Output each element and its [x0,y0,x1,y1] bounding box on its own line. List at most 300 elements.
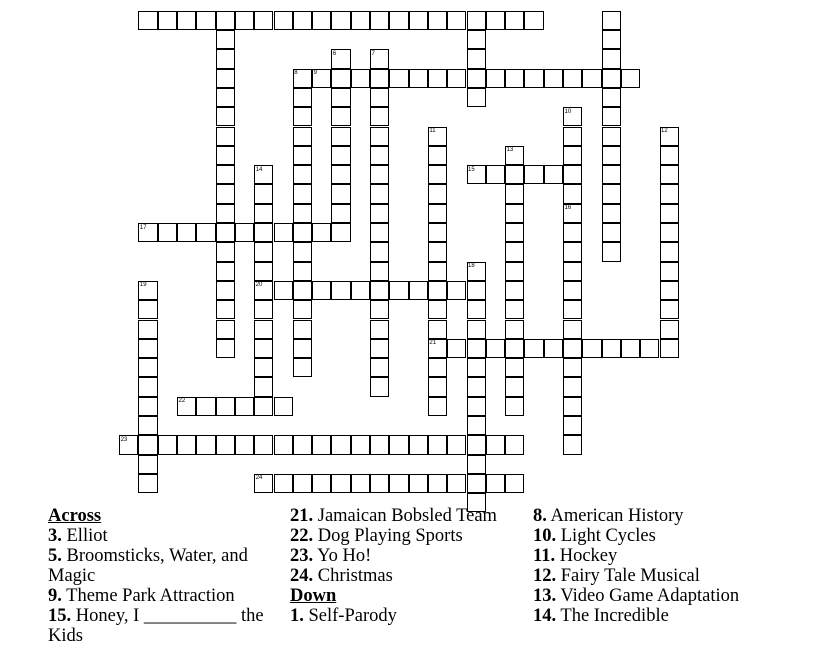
grid-cell[interactable] [312,223,331,242]
grid-cell[interactable] [544,165,563,184]
grid-cell[interactable] [563,262,582,281]
grid-cell[interactable] [505,281,524,300]
grid-cell[interactable] [544,69,563,88]
grid-cell[interactable] [293,339,312,358]
grid-cell[interactable] [409,11,428,30]
grid-cell[interactable] [563,358,582,377]
grid-cell[interactable] [563,416,582,435]
grid-cell[interactable] [216,30,235,49]
grid-cell[interactable] [563,339,582,358]
grid-cell[interactable] [428,377,447,396]
grid-cell[interactable] [331,107,350,126]
grid-cell[interactable] [274,281,293,300]
grid-cell[interactable] [467,397,486,416]
clue-number: 5. [48,546,62,566]
grid-cell[interactable] [351,69,370,88]
grid-cell[interactable] [505,69,524,88]
grid-cell[interactable] [428,165,447,184]
grid-cell[interactable] [602,223,621,242]
grid-cell[interactable] [409,435,428,454]
grid-cell[interactable] [138,358,157,377]
grid-cell[interactable] [389,474,408,493]
grid-cell[interactable] [331,88,350,107]
grid-cell[interactable] [505,223,524,242]
grid-cell[interactable] [505,339,524,358]
grid-cell[interactable] [177,435,196,454]
grid-cell[interactable] [428,435,447,454]
clue-text: American History [550,506,684,526]
grid-cell[interactable] [274,474,293,493]
clue-text: Fairy Tale Musical [560,566,700,586]
grid-cell[interactable] [216,69,235,88]
grid-cell[interactable] [216,184,235,203]
clue-text: Jamaican Bobsled Team [317,506,497,526]
grid-cell[interactable] [293,358,312,377]
grid-cell[interactable] [505,184,524,203]
clue-number: 13. [533,586,557,606]
grid-cell[interactable] [505,358,524,377]
grid-cell[interactable] [177,11,196,30]
grid-cell[interactable] [138,474,157,493]
grid-cell[interactable] [428,474,447,493]
grid-cell[interactable] [660,165,679,184]
grid-cell[interactable] [331,11,350,30]
grid-cell[interactable] [370,88,389,107]
clue-number: 11. [533,546,556,566]
grid-cell[interactable] [331,223,350,242]
grid-cell[interactable] [467,320,486,339]
grid-cell[interactable] [582,339,601,358]
grid-cell[interactable] [293,320,312,339]
grid-cell[interactable] [196,435,215,454]
clue-number-label: 10 [564,108,572,115]
grid-cell[interactable] [563,242,582,261]
grid-cell[interactable] [196,223,215,242]
grid-cell[interactable] [582,69,601,88]
grid-cell[interactable] [293,146,312,165]
clue-down-13 [533,586,773,606]
grid-cell[interactable] [254,223,273,242]
grid-cell[interactable] [602,11,621,30]
grid-cell[interactable] [467,30,486,49]
clue-number-label: 6 [332,50,337,57]
grid-cell[interactable] [370,146,389,165]
grid-cell[interactable] [660,146,679,165]
grid-cell[interactable] [293,300,312,319]
grid-cell[interactable] [505,474,524,493]
grid-cell[interactable] [254,435,273,454]
grid-cell[interactable] [563,320,582,339]
clue-number-label: 9 [313,70,317,77]
grid-cell[interactable] [505,300,524,319]
grid-cell[interactable] [563,397,582,416]
grid-cell[interactable] [660,223,679,242]
grid-cell[interactable] [254,339,273,358]
grid-cell[interactable] [370,300,389,319]
clue-number: 24. [290,566,314,586]
grid-cell[interactable] [196,397,215,416]
clue-text: Yo Ho! [317,546,372,566]
clue-text: Dog Playing Sports [317,526,463,546]
grid-cell[interactable] [216,320,235,339]
grid-cell[interactable] [563,165,582,184]
grid-cell[interactable] [505,11,524,30]
clue-across-5 [48,546,278,586]
clues-column-1 [48,506,278,646]
clue-number: 10. [533,526,557,546]
grid-cell[interactable] [331,165,350,184]
grid-cell[interactable] [158,223,177,242]
clue-down-14 [533,606,773,626]
grid-cell[interactable] [524,165,543,184]
grid-cell[interactable] [428,204,447,223]
grid-cell[interactable] [370,107,389,126]
grid-cell[interactable] [216,262,235,281]
grid-cell[interactable] [331,435,350,454]
clue-text: Self-Parody [308,606,397,626]
grid-cell[interactable] [602,204,621,223]
grid-cell[interactable] [293,204,312,223]
grid-cell[interactable] [428,397,447,416]
grid-cell[interactable] [293,127,312,146]
grid-cell[interactable] [660,204,679,223]
grid-cell[interactable] [216,107,235,126]
grid-cell[interactable] [254,242,273,261]
grid-cell[interactable] [602,49,621,68]
grid-cell[interactable] [216,49,235,68]
clue-across-24 [290,566,520,586]
grid-cell[interactable] [138,11,157,30]
grid-cell[interactable] [486,474,505,493]
grid-cell[interactable] [370,127,389,146]
grid-cell[interactable] [274,223,293,242]
grid-cell[interactable] [467,416,486,435]
grid-cell[interactable] [370,377,389,396]
grid-cell[interactable] [274,397,293,416]
grid-cell[interactable] [467,435,486,454]
grid-cell[interactable] [331,474,350,493]
grid-cell[interactable] [274,11,293,30]
grid-cell[interactable] [524,69,543,88]
clue-number-label: 20 [255,282,263,289]
grid-cell[interactable] [389,435,408,454]
grid-cell[interactable] [428,320,447,339]
grid-cell[interactable] [428,184,447,203]
grid-cell[interactable] [467,281,486,300]
clue-number: 12. [533,566,557,586]
grid-cell[interactable] [505,397,524,416]
grid-cell[interactable] [370,165,389,184]
grid-cell[interactable] [312,435,331,454]
grid-cell[interactable] [370,358,389,377]
clue-number: 15. [48,606,72,626]
grid-cell[interactable] [544,339,563,358]
grid-cell[interactable] [370,204,389,223]
grid-cell[interactable] [409,281,428,300]
grid-cell[interactable] [660,320,679,339]
grid-cell[interactable] [293,184,312,203]
grid-cell[interactable] [505,262,524,281]
grid-cell[interactable] [370,262,389,281]
grid-cell[interactable] [312,11,331,30]
grid-cell[interactable] [447,11,466,30]
grid-cell[interactable] [216,127,235,146]
grid-cell[interactable] [370,474,389,493]
grid-cell[interactable] [216,242,235,261]
grid-cell[interactable] [467,377,486,396]
grid-cell[interactable] [312,474,331,493]
grid-cell[interactable] [331,69,350,88]
grid-cell[interactable] [621,69,640,88]
clue-text: Elliot [66,526,108,546]
grid-cell[interactable] [447,474,466,493]
grid-cell[interactable] [428,281,447,300]
grid-cell[interactable] [158,435,177,454]
clue-across-15 [48,606,278,646]
grid-cell[interactable] [640,339,659,358]
grid-cell[interactable] [428,358,447,377]
grid-cell[interactable] [505,320,524,339]
grid-cell[interactable] [467,88,486,107]
grid-cell[interactable] [602,127,621,146]
grid-cell[interactable] [524,11,543,30]
clue-number-label: 22 [178,398,186,405]
grid-cell[interactable] [486,11,505,30]
clue-number-label: 24 [255,475,263,482]
grid-cell[interactable] [621,339,640,358]
grid-cell[interactable] [602,339,621,358]
grid-cell[interactable] [428,223,447,242]
grid-cell[interactable] [331,281,350,300]
grid-cell[interactable] [216,397,235,416]
grid-cell[interactable] [216,146,235,165]
grid-cell[interactable] [524,339,543,358]
grid-cell[interactable] [660,300,679,319]
grid-cell[interactable] [602,242,621,261]
grid-cell[interactable] [428,146,447,165]
clue-across-3 [48,526,278,546]
grid-cell[interactable] [563,435,582,454]
grid-cell[interactable] [428,242,447,261]
clue-number-label: 16 [564,205,572,212]
grid-cell[interactable] [602,88,621,107]
grid-cell[interactable] [370,223,389,242]
clue-number-label: 11 [429,128,436,134]
grid-cell[interactable] [235,11,254,30]
grid-cell[interactable] [254,358,273,377]
grid-cell[interactable] [370,435,389,454]
clue-down-1 [290,606,520,626]
grid-cell[interactable] [660,281,679,300]
grid-cell[interactable] [138,416,157,435]
clue-number-label: 15 [468,166,475,173]
grid-cell[interactable] [389,11,408,30]
grid-cell[interactable] [293,88,312,107]
grid-cell[interactable] [216,88,235,107]
grid-cell[interactable] [370,11,389,30]
grid-cell[interactable] [602,30,621,49]
grid-cell[interactable] [254,300,273,319]
clue-number-label: 18 [468,263,475,270]
grid-cell[interactable] [505,435,524,454]
grid-cell[interactable] [486,435,505,454]
grid-cell[interactable] [216,339,235,358]
grid-cell[interactable] [428,69,447,88]
grid-cell[interactable] [370,320,389,339]
clues-column-2 [290,506,520,626]
grid-cell[interactable] [351,281,370,300]
grid-cell[interactable] [293,11,312,30]
grid-cell[interactable] [351,435,370,454]
grid-cell[interactable] [138,435,157,454]
grid-cell[interactable] [409,69,428,88]
grid-cell[interactable] [505,204,524,223]
grid-cell[interactable] [254,11,273,30]
grid-cell[interactable] [467,49,486,68]
grid-cell[interactable] [602,165,621,184]
grid-cell[interactable] [660,184,679,203]
grid-cell[interactable] [138,377,157,396]
grid-cell[interactable] [467,455,486,474]
grid-cell[interactable] [370,339,389,358]
grid-cell[interactable] [563,184,582,203]
grid-cell[interactable] [660,242,679,261]
grid-cell[interactable] [486,339,505,358]
clue-text: Christmas [317,566,393,586]
grid-cell[interactable] [254,184,273,203]
grid-cell[interactable] [293,165,312,184]
grid-cell[interactable] [216,281,235,300]
clue-number-label: 13 [506,147,514,154]
grid-cell[interactable] [602,184,621,203]
grid-cell[interactable] [563,281,582,300]
grid-cell[interactable] [467,11,486,30]
grid-cell[interactable] [447,281,466,300]
clue-text: Theme Park Attraction [66,586,235,606]
grid-cell[interactable] [293,474,312,493]
grid-cell[interactable] [138,320,157,339]
grid-cell[interactable] [467,474,486,493]
grid-cell[interactable] [216,300,235,319]
grid-cell[interactable] [351,474,370,493]
grid-cell[interactable] [216,11,235,30]
grid-cell[interactable] [467,69,486,88]
grid-cell[interactable] [409,474,428,493]
clue-across-21 [290,506,520,526]
grid-cell[interactable] [196,11,215,30]
grid-cell[interactable] [486,165,505,184]
grid-cell[interactable] [138,300,157,319]
grid-cell[interactable] [293,435,312,454]
grid-cell[interactable] [370,69,389,88]
grid-cell[interactable] [216,165,235,184]
grid-cell[interactable] [602,146,621,165]
clue-number: 8. [533,506,547,526]
grid-cell[interactable] [505,377,524,396]
grid-cell[interactable] [370,281,389,300]
grid-cell[interactable] [235,435,254,454]
clue-across-23 [290,546,520,566]
grid-cell[interactable] [563,146,582,165]
clue-number: 14. [533,606,557,626]
grid-cell[interactable] [660,339,679,358]
grid-cell[interactable] [505,165,524,184]
grid-cell[interactable] [293,281,312,300]
grid-cell[interactable] [216,204,235,223]
grid-cell[interactable] [177,223,196,242]
grid-cell[interactable] [447,435,466,454]
grid-cell[interactable] [660,262,679,281]
down-header: Down [290,586,337,606]
grid-cell[interactable] [293,262,312,281]
clue-number: 23. [290,546,314,566]
grid-cell[interactable] [235,223,254,242]
grid-cell[interactable] [138,339,157,358]
grid-cell[interactable] [274,435,293,454]
grid-cell[interactable] [602,69,621,88]
grid-cell[interactable] [505,242,524,261]
clue-text: Light Cycles [560,526,656,546]
grid-cell[interactable] [254,320,273,339]
grid-cell[interactable] [216,435,235,454]
grid-cell[interactable] [293,107,312,126]
grid-cell[interactable] [563,127,582,146]
grid-cell[interactable] [563,377,582,396]
grid-cell[interactable] [331,184,350,203]
clue-number-label: 14 [255,166,263,173]
grid-cell[interactable] [428,11,447,30]
grid-cell[interactable] [389,69,408,88]
clue-number-label: 23 [120,436,128,443]
grid-cell[interactable] [216,223,235,242]
grid-cell[interactable] [293,242,312,261]
grid-cell[interactable] [158,11,177,30]
grid-cell[interactable] [138,397,157,416]
grid-cell[interactable] [467,300,486,319]
grid-cell[interactable] [563,69,582,88]
grid-cell[interactable] [389,281,408,300]
grid-cell[interactable] [602,107,621,126]
grid-cell[interactable] [370,184,389,203]
grid-cell[interactable] [428,262,447,281]
grid-cell[interactable] [331,204,350,223]
grid-cell[interactable] [138,455,157,474]
grid-cell[interactable] [563,300,582,319]
grid-cell[interactable] [293,223,312,242]
grid-cell[interactable] [467,339,486,358]
grid-cell[interactable] [563,223,582,242]
clue-number: 21. [290,506,314,526]
grid-cell[interactable] [331,127,350,146]
clue-number-label: 8 [294,70,298,77]
grid-cell[interactable] [467,358,486,377]
clue-down-8 [533,506,773,526]
grid-cell[interactable] [447,69,466,88]
grid-cell[interactable] [312,281,331,300]
grid-cell[interactable] [235,397,254,416]
grid-cell[interactable] [254,377,273,396]
grid-cell[interactable] [331,146,350,165]
grid-cell[interactable] [254,204,273,223]
grid-cell[interactable] [428,300,447,319]
grid-cell[interactable] [370,242,389,261]
grid-cell[interactable] [447,339,466,358]
grid-cell[interactable] [486,69,505,88]
clue-text: Broomsticks, Water, and Magic [48,546,248,586]
grid-cell[interactable] [254,397,273,416]
grid-cell[interactable] [351,11,370,30]
grid-cell[interactable] [254,262,273,281]
